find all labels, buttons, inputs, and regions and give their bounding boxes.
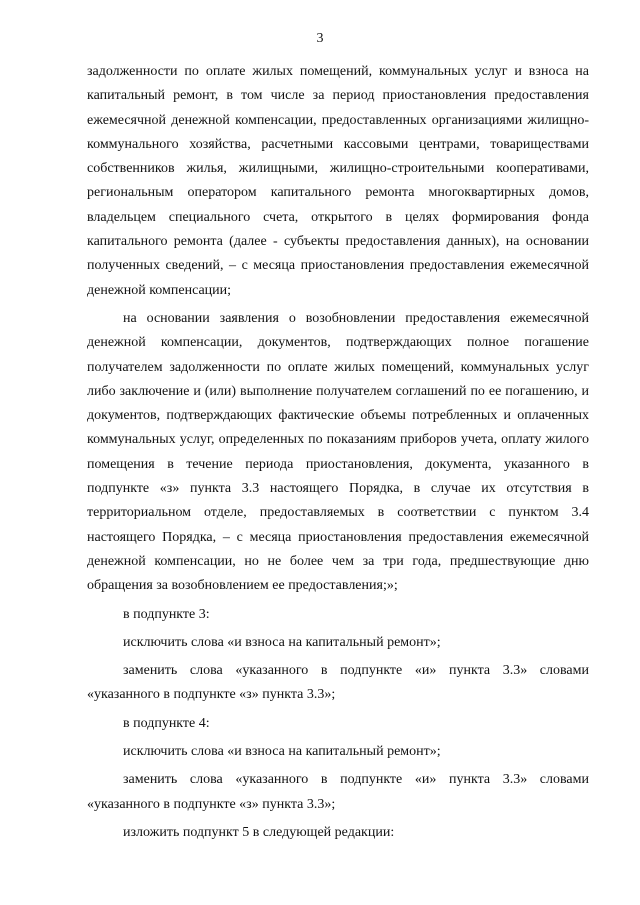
paragraph-exclude-words-2: исключить слова «и взноса на капитальный ремонт»; bbox=[123, 744, 441, 760]
paragraph-continuation: задолженности по оплате жилых помещений, коммунальных услуг и взноса на капитальный ремонт, в том числе за период приостановления предоставления ежемесячной денежной компенсации, предоставленных организациями жилищно-коммунального хозяйства, расчетными кассовыми центрами, товариществами собственников жилья, жилищными, жилищно-строительными кооперативами, региональным оператором капитального ремонта многоквартирных домов, владельцем специального счета, открытого в целях формирования фонда капитального ремонта (далее - субъекты предоставления данных), на основании полученных сведений, – с месяца приостановления предоставления ежемесячной денежной компенсации; bbox=[87, 64, 589, 298]
paragraph-exclude-words-1: исключить слова «и взноса на капитальный ремонт»; bbox=[123, 634, 441, 650]
paragraph-resumption-basis: на основании заявления о возобновлении предоставления ежемесячной денежной компенсации, документов, подтверждающих полное погашение получателем задолженности по оплате жилых помещений, коммунальных услуг либо заключение и (или) выполнение получателем соглашений по ее погашению, и документов, подтверждающих фактические объемы потребленных и оплаченных коммунальных услуг, определенных по показаниям приборов учета, оплату жилого помещения в течение периода приостановления, документа, указанного в подпункте «з» пункта 3.3 настоящего Порядка, в случае их отсутствия в территориальном отделе, предоставляемых в соответствии с пунктом 3.4 настоящего Порядка, – с месяца приостановления предоставления ежемесячной денежной компенсации, но не более чем за три года, предшествующие дню обращения за возобновлением ее предоставления;»; bbox=[87, 310, 589, 594]
paragraph-subpoint-3: в подпункте 3: bbox=[123, 606, 210, 622]
paragraph-subpoint-4: в подпункте 4: bbox=[123, 715, 210, 731]
paragraph-replace-words-2: заменить слова «указанного в подпункте «и» пункта 3.3» словами «указанного в подпункте «з» пункта 3.3»; bbox=[87, 772, 589, 812]
page-number: 3 bbox=[316, 31, 324, 46]
paragraph-replace-words-1: заменить слова «указанного в подпункте «и» пункта 3.3» словами «указанного в подпункте «з» пункта 3.3»; bbox=[87, 663, 589, 703]
document-body bbox=[87, 60, 589, 845]
paragraph-restate-subpoint-5: изложить подпункт 5 в следующей редакции: bbox=[123, 824, 395, 840]
